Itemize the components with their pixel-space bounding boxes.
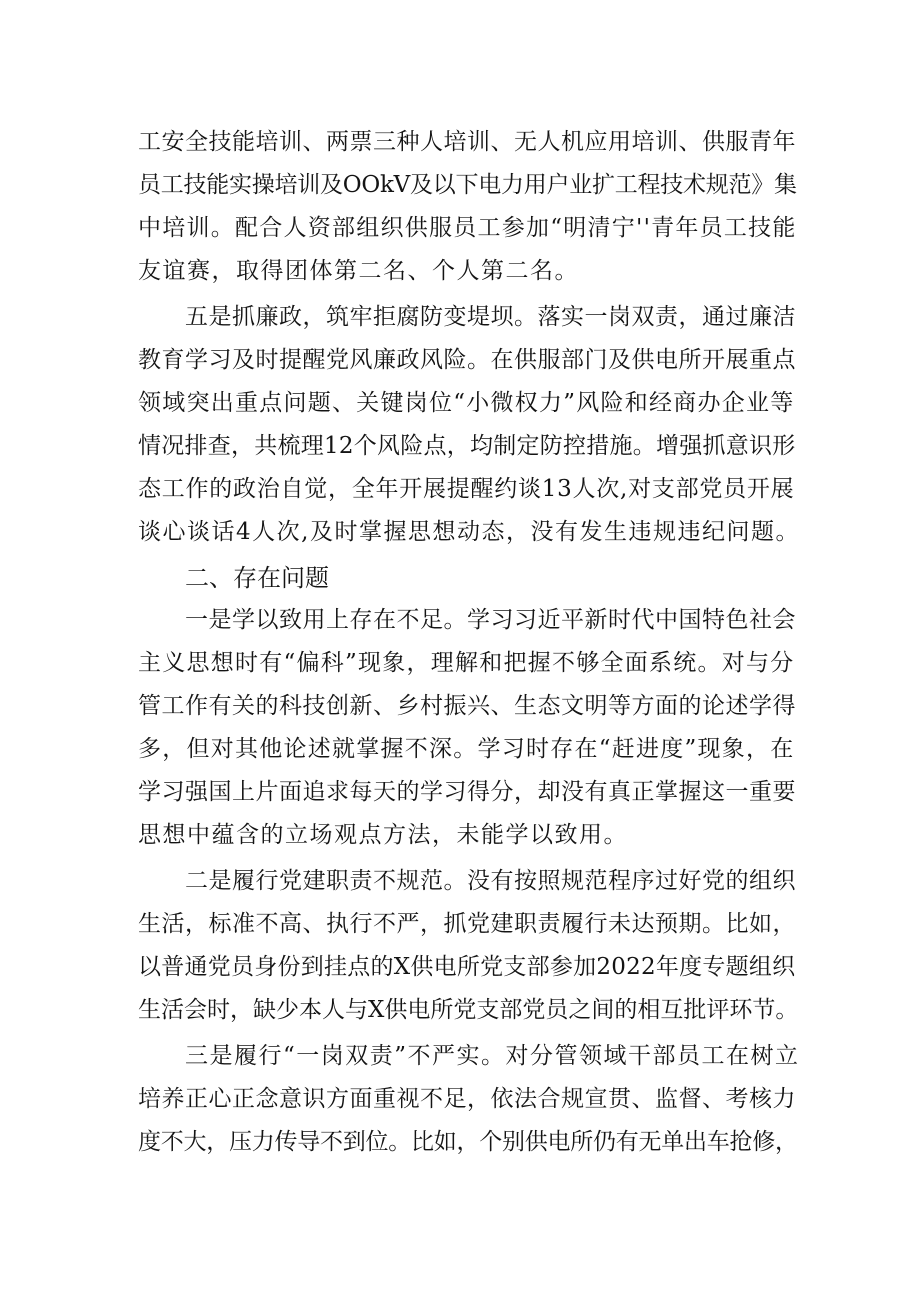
paragraph-line: 三是履行“一岗双责”不严实。对分管领域干部员工在树立 [185, 1043, 800, 1069]
paragraph-line: 二是履行党建职责不规范。没有按照规范程序过好党的组织 [185, 868, 796, 894]
paragraph-line: 多，但对其他论述就掌握不深。学习时存在“赶进度”现象，在 [138, 736, 795, 762]
paragraph-line: 员工技能实操培训及OOkV及以下电力用户业扩工程技术规范》集 [138, 172, 797, 198]
paragraph-line: 情况排查，共梳理12个风险点，均制定防控措施。增强抓意识形 [138, 433, 796, 459]
paragraph-line: 友谊赛，取得团体第二名、个人第二名。 [138, 258, 579, 284]
paragraph-line: 思想中蕴含的立场观点方法，未能学以致用。 [138, 822, 628, 848]
paragraph-line: 培养正心正念意识方面重视不足，依法合规宣贯、监督、考核力 [138, 1086, 796, 1112]
paragraph-line: 工安全技能培训、两票三种人培训、无人机应用培训、供服青年 [138, 129, 796, 155]
paragraph-line: 管工作有关的科技创新、乡村振兴、生态文明等方面的论述学得 [138, 693, 796, 719]
section-heading: 二、存在问题 [185, 564, 329, 592]
paragraph-line: 主义思想时有“偏科”现象，理解和把握不够全面系统。对与分 [138, 650, 795, 676]
paragraph-line: 一是学以致用上存在不足。学习习近平新时代中国特色社会 [185, 607, 796, 633]
paragraph-line: 领域突出重点问题、关键岗位“小微权力”风险和经商办企业等 [138, 390, 795, 416]
paragraph-line: 度不大，压力传导不到位。比如，个别供电所仍有无单出车抢修， [138, 1129, 798, 1155]
paragraph-line: 学习强国上片面追求每天的学习得分，却没有真正掌握这一重要 [138, 779, 796, 805]
paragraph-line: 态工作的政治自觉，全年开展提醒约谈13人次,对支部党员开展 [138, 476, 795, 502]
paragraph-line: 五是抓廉政，筑牢拒腐防变堤坝。落实一岗双责，通过廉洁 [185, 304, 796, 330]
paragraph-line: 教育学习及时提醒党风廉政风险。在供服部门及供电所开展重点 [138, 347, 796, 373]
paragraph-line: 谈心谈话4人次,及时掌握思想动态，没有发生违规违纪问题。 [138, 519, 800, 545]
paragraph-line: 以普通党员身份到挂点的X供电所党支部参加2022年度专题组织 [138, 954, 796, 980]
paragraph-line: 生活会时，缺少本人与X供电所党支部党员之间的相互批评环节。 [138, 997, 799, 1023]
paragraph-line: 生活，标准不高、执行不严，抓党建职责履行未达预期。比如， [138, 911, 796, 937]
paragraph-line: 中培训。配合人资部组织供服员工参加“明清宁''青年员工技能 [138, 215, 797, 241]
